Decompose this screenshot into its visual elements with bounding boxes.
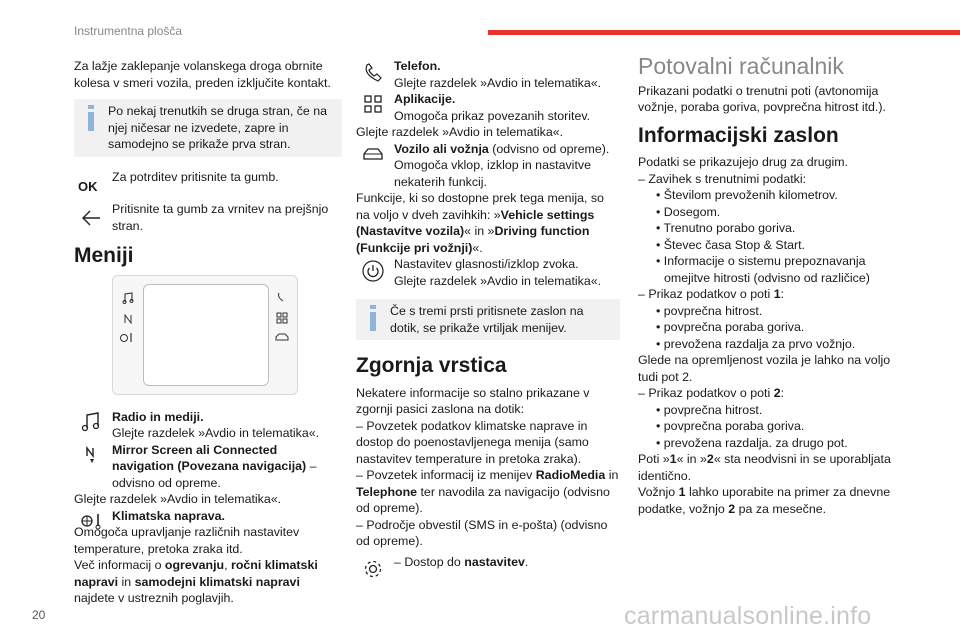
list-item: • Informacije o sistemu prepoznavanja omejitve hitrosti (odvisno od različice) <box>656 254 870 285</box>
back-arrow-icon <box>80 207 102 229</box>
top-bar-item-3: – Področje obvestil (SMS in e-pošta) (odvisno od opreme). <box>356 517 608 548</box>
ok-icon: OK <box>78 178 98 194</box>
mirror-row <box>74 442 342 492</box>
mirror-text-2: Glejte razdelek »Avdio in telematika«. <box>74 492 282 506</box>
note-text: Po nekaj trenutkih se druga stran, če na njej ničesar ne izvedete, zapre in samodejno se prikaže prva stran. <box>108 104 328 151</box>
climate-text-1: Omogoča upravljanje različnih nastavitev temperature, pretoka zraka itd. <box>74 525 300 556</box>
trip-computer-title: Potovalni računalnik <box>638 53 844 79</box>
vehicle-text-2: Omogoča vklop, izklop in nastavitve nekaterih funkcij. <box>394 158 591 189</box>
settings-text: – Dostop do nastavitev. <box>394 554 529 569</box>
settings-row <box>356 554 620 571</box>
climate-text-2: Več informacij o ogrevanju, ročni klimatski napravi in samodejni klimatski napravi najdete v ustreznih poglavjih. <box>74 558 318 605</box>
list-item: • prevožena razdalja za prvo vožnjo. <box>656 336 856 351</box>
climate-icon <box>120 332 134 344</box>
list-item: • Trenutno porabo goriva. <box>656 221 796 235</box>
list-item: • prevožena razdalja. za drugo pot. <box>656 435 848 450</box>
trip-2-availability: Glede na opremljenost vozila je lahko na voljo tudi pot 2. <box>638 353 891 384</box>
page-number: 20 <box>32 608 46 622</box>
music-note-icon <box>122 292 134 304</box>
top-bar-intro: Nekatere informacije so stalno prikazane v zgornji pasici zaslona na dotik: <box>356 385 590 416</box>
info-icon <box>370 305 376 331</box>
sound-text-1: Nastavitev glasnosti/izklop zvoka. <box>394 257 579 271</box>
trips-independent-text: Poti »1« in »2« sta neodvisni in se uporabljata identično. <box>638 452 891 483</box>
paragraph-steering-lock: Za lažje zaklepanje volanskega droga obrnite kolesa v smeri vozila, preden izključite kontakt. <box>74 59 331 90</box>
ok-text: Za potrditev pritisnite ta gumb. <box>112 169 279 184</box>
list-item: • povprečna poraba goriva. <box>656 320 805 334</box>
climate-icon <box>80 510 102 532</box>
radio-title: Radio in mediji. <box>112 409 204 424</box>
back-row <box>74 201 342 234</box>
top-bar-heading: Zgornja vrstica <box>356 354 507 377</box>
list-item: • Številom prevoženih kilometrov. <box>656 188 838 202</box>
climate-title: Klimatska naprava. <box>112 508 225 523</box>
trip-1-heading: – Prikaz podatkov o poti 1: <box>638 287 785 301</box>
column-1 <box>74 58 342 607</box>
apps-row <box>356 91 620 124</box>
apps-text-1: Omogoča prikaz povezanih storitev. <box>394 108 591 123</box>
navigation-icon <box>80 444 102 466</box>
watermark: carmanualsonline.info <box>624 602 872 630</box>
vehicle-text-1: (odvisno od opreme). <box>488 141 610 156</box>
phone-text: Glejte razdelek »Avdio in telematika«. <box>394 75 602 90</box>
vehicle-text-3: Funkcije, ki so dostopne prek tega menija, so na voljo v dveh zavihkih: »Vehicle settings (Nastavitve vozila)« in »Driving function (Funkcije pri vožnji)«. <box>356 191 604 255</box>
apps-small-icon <box>276 312 288 324</box>
music-note-icon <box>80 411 102 433</box>
list-item: • Dosegom. <box>656 204 721 219</box>
radio-text: Glejte razdelek »Avdio in telematika«. <box>112 426 320 440</box>
running-header: Instrumentna plošča <box>74 24 183 38</box>
back-text: Pritisnite ta gumb za vrnitev na prejšnjo stran. <box>112 202 329 233</box>
list-item: • povprečna hitrost. <box>656 303 763 318</box>
list-item: • Števec časa Stop & Start. <box>656 237 805 252</box>
current-data-tab: – Zavihek s trenutnimi podatki: <box>638 171 807 186</box>
top-bar-item-2: – Povzetek informacij iz menijev RadioMedia in Telephone ter navodila za navigacijo (odvisno od opreme). <box>356 468 619 515</box>
menus-heading: Meniji <box>74 244 134 267</box>
navigation-icon <box>123 314 133 324</box>
gear-icon <box>362 558 384 580</box>
note-text: Če s tremi prsti pritisnete zaslon na dotik, se prikaže vrtiljak menijev. <box>390 304 584 335</box>
screen-display <box>143 284 269 386</box>
car-small-icon <box>275 332 289 342</box>
phone-small-icon <box>277 292 287 302</box>
info-screen-text: Podatki se prikazujejo drug za drugim. <box>638 155 849 169</box>
trips-usage-text: Vožnjo 1 lahko uporabite na primer za dnevne podatke, vožnjo 2 pa za mesečne. <box>638 485 891 516</box>
touchscreen-illustration <box>112 275 298 395</box>
mirror-title: Mirror Screen ali Connected navigation (Povezana navigacija) <box>112 442 307 473</box>
sound-text-2: Glejte razdelek »Avdio in telematika«. <box>394 273 602 288</box>
trip-2-heading: – Prikaz podatkov o poti 2: <box>638 386 785 400</box>
vehicle-title: Vozilo ali vožnja <box>394 141 489 156</box>
power-button-icon <box>362 260 384 282</box>
phone-icon <box>362 62 384 84</box>
top-bar-item-1: – Povzetek podatkov klimatske naprave in dostop do poenostavljenega menija (samo nastavitev temperature in pretoka zraka). <box>356 418 589 466</box>
info-note <box>356 299 620 340</box>
phone-row <box>356 58 620 91</box>
info-screen-heading: Informacijski zaslon <box>638 123 839 147</box>
mirror-text-1: – odvisno od opreme. <box>112 459 317 490</box>
trip-computer-intro: Prikazani podatki o trenutni poti (avtonomija vožnje, poraba goriva, povprečna hitrost itd.). <box>638 83 886 114</box>
info-note <box>74 99 342 157</box>
sound-row <box>356 256 620 289</box>
column-3 <box>638 53 898 517</box>
column-2 <box>356 58 620 570</box>
radio-row <box>74 409 342 442</box>
apps-text-2: Glejte razdelek »Avdio in telematika«. <box>356 125 564 139</box>
phone-title: Telefon. <box>394 59 441 73</box>
car-icon <box>362 143 384 165</box>
info-icon <box>88 105 94 131</box>
ok-row <box>74 169 342 194</box>
climate-row <box>74 508 342 525</box>
list-item: • povprečna hitrost. <box>656 402 763 417</box>
apps-grid-icon <box>362 93 384 115</box>
header-accent-bar <box>488 30 960 35</box>
apps-title: Aplikacije. <box>394 92 456 106</box>
vehicle-row <box>356 141 620 191</box>
list-item: • povprečna poraba goriva. <box>656 419 805 433</box>
